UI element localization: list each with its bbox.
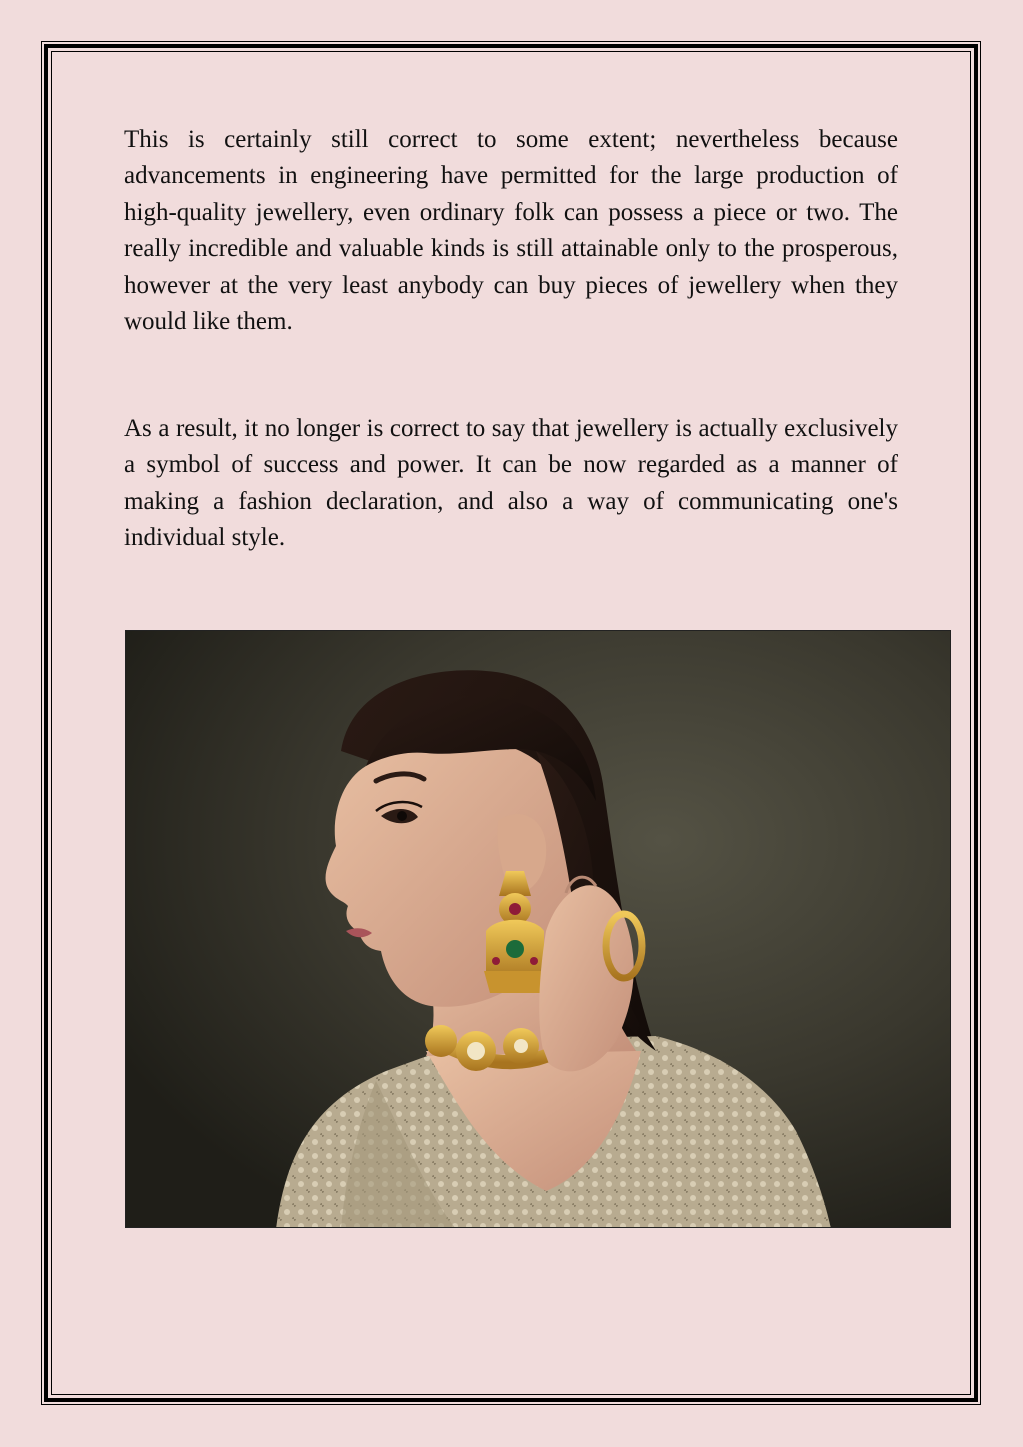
paragraph-2: As a result, it no longer is correct to say that jewellery is actually exclusively a symbol of success and power. It can be now regarded as a manner of making a fashion declaration, and also a way of communicating one's individual style. [124, 415, 898, 552]
woman-with-gold-jewellery-photo-icon [126, 631, 951, 1228]
jewellery-photo [125, 630, 951, 1228]
paragraph-1: This is certainly still correct to some extent; nevertheless because advancements in engineering have permitted for the large production of high-quality jewellery, even ordinary folk can possess a piece or two. The really incredible and valuable kinds is still attainable only to the prosperous, however at the very least anybody can buy pieces of jewellery when they would like them. [124, 126, 898, 336]
